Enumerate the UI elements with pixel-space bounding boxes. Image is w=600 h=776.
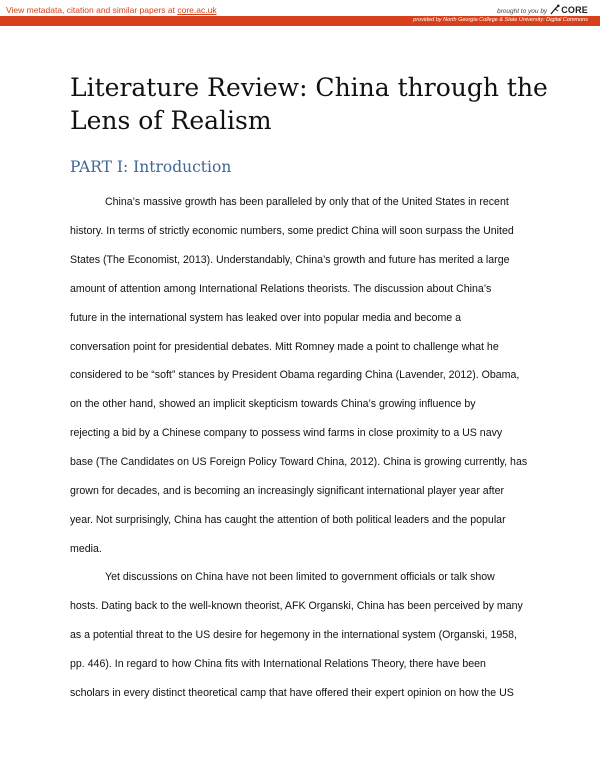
paragraph-line: hosts. Dating back to the well-known theorist, AFK Organski, China has been perceived by many	[70, 599, 523, 612]
paragraph-line: pp. 446). In regard to how China fits with International Relations Theory, there have been	[70, 657, 486, 670]
paragraph-line: grown for decades, and is becoming an increasingly significant international player year after	[70, 485, 504, 498]
core-link-prefix: View metadata, citation and similar papers at	[6, 5, 178, 15]
title-line: Lens of Realism	[70, 106, 272, 135]
paragraph-1	[70, 188, 530, 564]
paragraph-line: year. Not surprisingly, China has caught the attention of both political leaders and the popular	[70, 513, 506, 526]
paragraph-line: Yet discussions on China have not been limited to government officials or talk show	[105, 571, 495, 583]
paragraph-2	[70, 563, 530, 708]
paragraph-line: as a potential threat to the US desire for hegemony in the international system (Organski, 1958,	[70, 628, 517, 641]
paragraph-line: amount of attention among International Relations theorists. The discussion about China’s	[70, 282, 492, 295]
core-logo-text: CORE	[561, 5, 588, 15]
paragraph-line: future in the international system has leaked over into popular media and become a	[70, 311, 462, 324]
core-logo-icon	[550, 4, 560, 15]
paragraph-line: on the other hand, showed an implicit skepticism towards China’s growing influence by	[70, 398, 476, 411]
core-logo[interactable]	[550, 4, 588, 15]
paragraph-line: rejecting a bid by a Chinese company to possess wind farms in close proximity to a US navy	[70, 427, 503, 440]
paragraph-line: base (The Candidates on US Foreign Policy Toward China, 2012). China is growing currently, has	[70, 456, 528, 469]
brought-by-text: brought to you by	[496, 8, 548, 15]
core-metadata-link[interactable]	[6, 5, 217, 15]
core-banner	[0, 0, 600, 26]
paragraph-line: considered to be “soft” stances by President Obama regarding China (Lavender, 2012). Obama,	[70, 369, 520, 382]
paragraph-line: conversation point for presidential debates. Mitt Romney made a point to challenge what he	[70, 340, 499, 353]
section-heading: PART I: Introduction	[70, 158, 232, 176]
document-title	[70, 71, 550, 137]
provided-by-text: provided by North Georgia College & State University: Digital Commons	[413, 17, 588, 23]
title-line: Literature Review: China through the	[70, 73, 548, 102]
paragraph-line: media.	[70, 542, 102, 555]
paragraph-line: States (The Economist, 2013). Understandably, China’s growth and future has merited a large	[70, 253, 510, 266]
paragraph-line: China’s massive growth has been paralleled by only that of the United States in recent	[105, 196, 509, 208]
paragraph-line: history. In terms of strictly economic numbers, some predict China will soon surpass the United	[70, 224, 514, 237]
provided-by-bar	[0, 16, 600, 26]
core-link-site: core.ac.uk	[177, 5, 217, 15]
brought-to-you-by	[497, 4, 588, 15]
paragraph-line: scholars in every distinct theoretical camp that have offered their expert opinion on how the US	[70, 686, 514, 699]
